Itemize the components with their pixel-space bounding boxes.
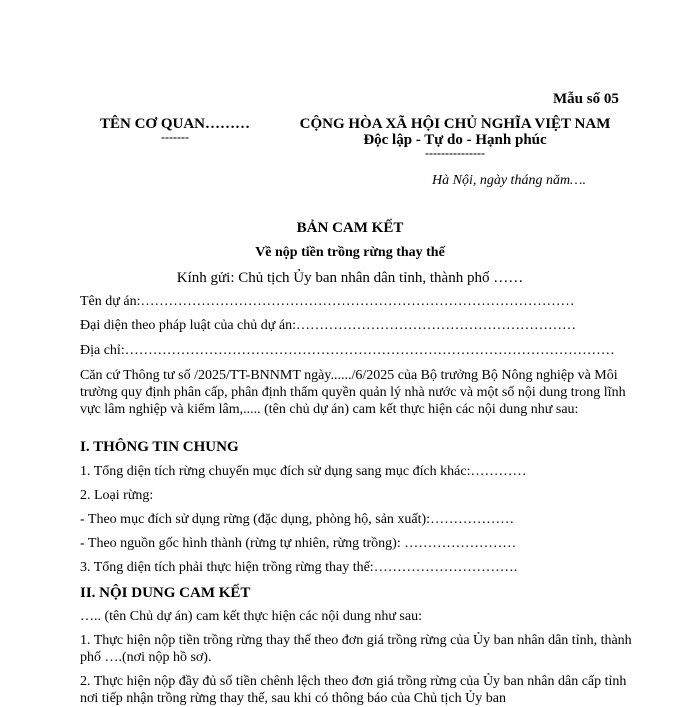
place-date: Hà Nội, ngày tháng năm….: [432, 173, 586, 188]
section2-item2: 2. Thực hiện nộp đầy đủ số tiền chênh lệch theo đơn giá trồng rừng của Ủy ban nhân dân cấp tỉnh nơi tiếp nhận trồng rừng thay thế, sau khi có thông báo của Chủ tịch Ủy ban: [80, 674, 627, 706]
document-subtitle: Về nộp tiền trồng rừng thay thế: [255, 245, 445, 260]
legal-representative-field: Đại diện theo pháp luật của chủ dự án:……………………………………………………: [80, 318, 576, 333]
addressee-line: Kính gửi: Chủ tịch Ủy ban nhân dân tỉnh, thành phố ……: [176, 270, 524, 286]
document-title: BẢN CAM KẾT: [296, 220, 404, 236]
section2-lead: ….. (tên Chủ dự án) cam kết thực hiện các nội dung như sau:: [80, 609, 422, 624]
agency-name: TÊN CƠ QUAN………: [100, 116, 251, 132]
form-number: Mẫu số 05: [553, 91, 619, 107]
motto: Độc lập - Tự do - Hạnh phúc: [363, 132, 547, 148]
section2-item1: 1. Thực hiện nộp tiền trồng rừng thay thế theo đơn giá trồng rừng của Ủy ban nhân dân tỉnh, thành phố ….(nơi nộp hồ sơ).: [80, 633, 632, 665]
section1-item2: 2. Loại rừng:: [80, 488, 154, 503]
section1-heading: I. THÔNG TIN CHUNG: [80, 439, 239, 455]
section1-item3: 3. Tổng diện tích phải thực hiện trồng rừng thay thế:………………………….: [80, 560, 518, 575]
intro-paragraph: Căn cứ Thông tư số /2025/TT-BNNMT ngày....../6/2025 của Bộ trưởng Bộ Nông nghiệp và Môi trường quy định phân cấp, phân định thẩm quyền quản lý nhà nước và một số nội dung trong lĩnh vực lâm nghiệp và kiểm lâm,..... (tên chủ dự án) cam kết thực hiện các nội dung như sau:: [80, 368, 626, 417]
section1-item1: 1. Tổng diện tích rừng chuyển mục đích sử dụng sang mục đích khác:…………: [80, 464, 527, 479]
section2-heading: II. NỘI DUNG CAM KẾT: [80, 585, 251, 601]
motto-rule: ---------------: [425, 146, 485, 160]
section1-item2b: - Theo nguồn gốc hình thành (rừng tự nhiên, rừng trồng): ……………………: [80, 536, 517, 551]
country-title: CỘNG HÒA XÃ HỘI CHỦ NGHĨA VIỆT NAM: [299, 116, 611, 132]
section1-item2a: - Theo mục đích sử dụng rừng (đặc dụng, phòng hộ, sản xuất):………………: [80, 512, 515, 527]
address-field: Địa chỉ:……………………………………………………………………………………………: [80, 343, 615, 358]
project-name-field: Tên dự án:…………………………………………………………………………………: [80, 294, 575, 309]
agency-rule: -------: [161, 130, 189, 144]
